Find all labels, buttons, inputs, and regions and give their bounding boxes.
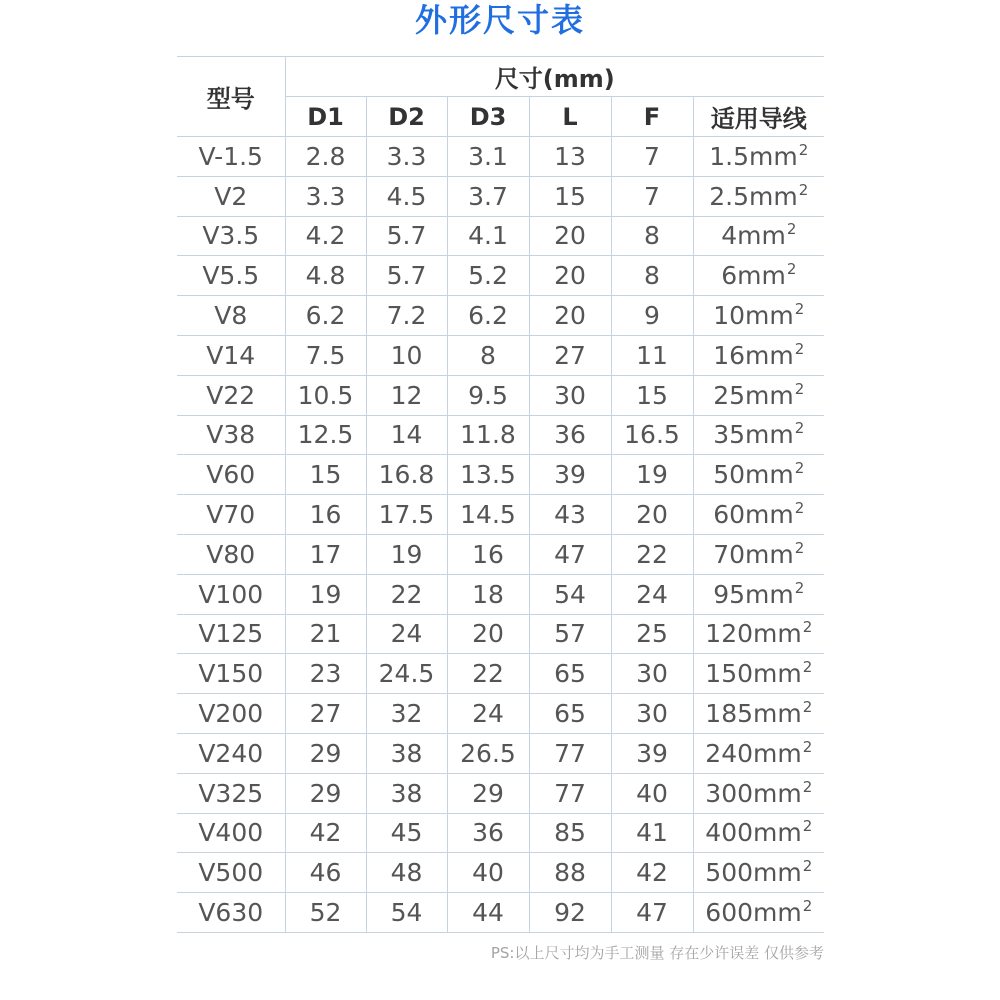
cell-d3: 24: [447, 694, 529, 734]
cell-d2: 38: [366, 773, 447, 813]
table-row: [177, 853, 824, 893]
cell-f: 7: [611, 176, 693, 216]
cell-l: 43: [529, 495, 611, 535]
cell-l: 65: [529, 694, 611, 734]
header-dimension-group: 尺寸(mm): [285, 57, 824, 97]
header-d1: D1: [285, 97, 366, 137]
cell-l: 77: [529, 733, 611, 773]
cell-d2: 38: [366, 733, 447, 773]
dimension-table: [177, 56, 824, 933]
table-row: [177, 813, 824, 853]
wire-unit-superscript: 2: [786, 260, 797, 279]
table-row: [177, 614, 824, 654]
cell-d1: 12.5: [285, 415, 366, 455]
cell-d1: 27: [285, 694, 366, 734]
wire-size: 16mm: [713, 340, 794, 370]
cell-d3: 8: [447, 335, 529, 375]
wire-unit-superscript: 2: [794, 339, 805, 358]
cell-f: 16.5: [611, 415, 693, 455]
cell-d1: 29: [285, 773, 366, 813]
wire-size: 300mm: [705, 778, 802, 808]
cell-model: V70: [177, 495, 285, 535]
wire-size: 10mm: [713, 301, 794, 331]
cell-model: V2: [177, 176, 285, 216]
table-row: [177, 654, 824, 694]
cell-wire: [693, 455, 824, 495]
table-row: [177, 733, 824, 773]
wire-unit-superscript: 2: [794, 300, 805, 319]
wire-unit-superscript: 2: [802, 897, 813, 916]
cell-f: 8: [611, 216, 693, 256]
cell-model: V3.5: [177, 216, 285, 256]
cell-model: V500: [177, 853, 285, 893]
cell-l: 85: [529, 813, 611, 853]
wire-size: 6mm: [721, 261, 786, 291]
wire-unit-superscript: 2: [794, 459, 805, 478]
table-row: [177, 216, 824, 256]
table-row: [177, 495, 824, 535]
wire-unit-superscript: 2: [794, 499, 805, 518]
wire-size: 95mm: [713, 579, 794, 609]
cell-model: V125: [177, 614, 285, 654]
wire-size: 4mm: [721, 221, 786, 251]
wire-unit-superscript: 2: [802, 698, 813, 717]
table-row: [177, 375, 824, 415]
cell-d1: 42: [285, 813, 366, 853]
wire-size: 1.5mm: [709, 141, 798, 171]
cell-d3: 4.1: [447, 216, 529, 256]
cell-wire: [693, 296, 824, 336]
cell-d2: 24.5: [366, 654, 447, 694]
cell-d3: 14.5: [447, 495, 529, 535]
wire-size: 600mm: [705, 898, 802, 928]
table-row: [177, 893, 824, 933]
cell-d1: 7.5: [285, 335, 366, 375]
cell-f: 41: [611, 813, 693, 853]
table-row: [177, 534, 824, 574]
header-d3: D3: [447, 97, 529, 137]
wire-unit-superscript: 2: [786, 220, 797, 239]
cell-model: V100: [177, 574, 285, 614]
cell-wire: [693, 375, 824, 415]
cell-wire: [693, 574, 824, 614]
cell-wire: [693, 893, 824, 933]
cell-d3: 16: [447, 534, 529, 574]
table-row: [177, 574, 824, 614]
cell-d1: 3.3: [285, 176, 366, 216]
wire-unit-superscript: 2: [794, 419, 805, 438]
cell-wire: [693, 614, 824, 654]
wire-unit-superscript: 2: [802, 817, 813, 836]
table-header: [177, 57, 824, 137]
cell-wire: [693, 415, 824, 455]
cell-d3: 6.2: [447, 296, 529, 336]
cell-d1: 52: [285, 893, 366, 933]
cell-l: 54: [529, 574, 611, 614]
header-f: F: [611, 97, 693, 137]
cell-d3: 20: [447, 614, 529, 654]
cell-l: 20: [529, 296, 611, 336]
cell-wire: [693, 216, 824, 256]
cell-d1: 10.5: [285, 375, 366, 415]
cell-f: 47: [611, 893, 693, 933]
cell-f: 9: [611, 296, 693, 336]
cell-model: V150: [177, 654, 285, 694]
cell-d1: 16: [285, 495, 366, 535]
cell-model: V200: [177, 694, 285, 734]
cell-d2: 32: [366, 694, 447, 734]
cell-d2: 4.5: [366, 176, 447, 216]
cell-d2: 17.5: [366, 495, 447, 535]
cell-d3: 36: [447, 813, 529, 853]
cell-wire: [693, 694, 824, 734]
table-row: [177, 335, 824, 375]
table-row: [177, 296, 824, 336]
wire-unit-superscript: 2: [802, 618, 813, 637]
page-title: 外形尺寸表: [414, 1, 585, 39]
table-row: [177, 137, 824, 177]
cell-d3: 13.5: [447, 455, 529, 495]
cell-f: 8: [611, 256, 693, 296]
cell-l: 27: [529, 335, 611, 375]
table-row: [177, 415, 824, 455]
table-row: [177, 256, 824, 296]
cell-d1: 23: [285, 654, 366, 694]
cell-l: 57: [529, 614, 611, 654]
cell-l: 77: [529, 773, 611, 813]
cell-d2: 14: [366, 415, 447, 455]
cell-d1: 29: [285, 733, 366, 773]
cell-wire: [693, 853, 824, 893]
cell-f: 40: [611, 773, 693, 813]
cell-d1: 17: [285, 534, 366, 574]
wire-unit-superscript: 2: [794, 578, 805, 597]
cell-wire: [693, 773, 824, 813]
cell-d1: 19: [285, 574, 366, 614]
wire-size: 60mm: [713, 500, 794, 530]
cell-wire: [693, 495, 824, 535]
cell-model: V80: [177, 534, 285, 574]
wire-size: 25mm: [713, 380, 794, 410]
wire-size: 240mm: [705, 738, 802, 768]
table-body: [177, 137, 824, 933]
cell-model: V240: [177, 733, 285, 773]
wire-unit-superscript: 2: [794, 538, 805, 557]
cell-f: 39: [611, 733, 693, 773]
wire-unit-superscript: 2: [802, 658, 813, 677]
cell-d3: 5.2: [447, 256, 529, 296]
wire-size: 120mm: [705, 619, 802, 649]
cell-model: V14: [177, 335, 285, 375]
cell-d2: 54: [366, 893, 447, 933]
cell-d3: 3.7: [447, 176, 529, 216]
cell-model: V325: [177, 773, 285, 813]
cell-d3: 22: [447, 654, 529, 694]
wire-unit-superscript: 2: [802, 857, 813, 876]
cell-d1: 46: [285, 853, 366, 893]
cell-model: V400: [177, 813, 285, 853]
cell-l: 20: [529, 216, 611, 256]
cell-model: V38: [177, 415, 285, 455]
cell-d1: 4.8: [285, 256, 366, 296]
cell-l: 13: [529, 137, 611, 177]
cell-d2: 5.7: [366, 216, 447, 256]
cell-wire: [693, 813, 824, 853]
cell-f: 20: [611, 495, 693, 535]
cell-d2: 7.2: [366, 296, 447, 336]
wire-size: 50mm: [713, 460, 794, 490]
cell-wire: [693, 137, 824, 177]
cell-d3: 3.1: [447, 137, 529, 177]
table-row: [177, 773, 824, 813]
cell-f: 30: [611, 694, 693, 734]
cell-f: 15: [611, 375, 693, 415]
cell-d2: 19: [366, 534, 447, 574]
cell-f: 7: [611, 137, 693, 177]
cell-f: 19: [611, 455, 693, 495]
cell-d3: 18: [447, 574, 529, 614]
cell-model: V22: [177, 375, 285, 415]
cell-l: 88: [529, 853, 611, 893]
cell-wire: [693, 534, 824, 574]
header-wire: 适用导线: [693, 97, 824, 137]
cell-d2: 48: [366, 853, 447, 893]
wire-size: 185mm: [705, 699, 802, 729]
cell-d2: 10: [366, 335, 447, 375]
wire-size: 70mm: [713, 539, 794, 569]
cell-d1: 4.2: [285, 216, 366, 256]
header-l: L: [529, 97, 611, 137]
cell-d2: 16.8: [366, 455, 447, 495]
cell-d3: 9.5: [447, 375, 529, 415]
header-d2: D2: [366, 97, 447, 137]
cell-wire: [693, 256, 824, 296]
cell-l: 30: [529, 375, 611, 415]
cell-d1: 15: [285, 455, 366, 495]
cell-d1: 2.8: [285, 137, 366, 177]
cell-l: 47: [529, 534, 611, 574]
cell-model: V8: [177, 296, 285, 336]
cell-l: 65: [529, 654, 611, 694]
header-model: 型号: [177, 57, 285, 137]
cell-f: 22: [611, 534, 693, 574]
cell-f: 11: [611, 335, 693, 375]
table-row: [177, 455, 824, 495]
cell-wire: [693, 733, 824, 773]
cell-d1: 21: [285, 614, 366, 654]
cell-d2: 45: [366, 813, 447, 853]
cell-d2: 24: [366, 614, 447, 654]
cell-wire: [693, 335, 824, 375]
wire-size: 400mm: [705, 818, 802, 848]
footnote: PS:以上尺寸均为手工测量 存在少许误差 仅供参考: [490, 944, 824, 962]
cell-d1: 6.2: [285, 296, 366, 336]
wire-unit-superscript: 2: [794, 379, 805, 398]
cell-l: 36: [529, 415, 611, 455]
cell-d3: 26.5: [447, 733, 529, 773]
cell-d3: 11.8: [447, 415, 529, 455]
cell-f: 30: [611, 654, 693, 694]
table-row: [177, 694, 824, 734]
cell-wire: [693, 654, 824, 694]
table-row: [177, 176, 824, 216]
cell-model: V630: [177, 893, 285, 933]
cell-wire: [693, 176, 824, 216]
wire-unit-superscript: 2: [802, 737, 813, 756]
cell-d2: 5.7: [366, 256, 447, 296]
cell-d3: 44: [447, 893, 529, 933]
cell-model: V-1.5: [177, 137, 285, 177]
wire-unit-superscript: 2: [798, 140, 809, 159]
cell-f: 24: [611, 574, 693, 614]
wire-unit-superscript: 2: [802, 777, 813, 796]
cell-l: 20: [529, 256, 611, 296]
cell-d3: 40: [447, 853, 529, 893]
wire-unit-superscript: 2: [798, 180, 809, 199]
cell-model: V60: [177, 455, 285, 495]
cell-model: V5.5: [177, 256, 285, 296]
wire-size: 35mm: [713, 420, 794, 450]
cell-f: 42: [611, 853, 693, 893]
cell-l: 39: [529, 455, 611, 495]
cell-d2: 22: [366, 574, 447, 614]
cell-d2: 12: [366, 375, 447, 415]
wire-size: 500mm: [705, 858, 802, 888]
cell-l: 15: [529, 176, 611, 216]
cell-f: 25: [611, 614, 693, 654]
wire-size: 150mm: [705, 659, 802, 689]
cell-l: 92: [529, 893, 611, 933]
cell-d3: 29: [447, 773, 529, 813]
cell-d2: 3.3: [366, 137, 447, 177]
wire-size: 2.5mm: [709, 181, 798, 211]
